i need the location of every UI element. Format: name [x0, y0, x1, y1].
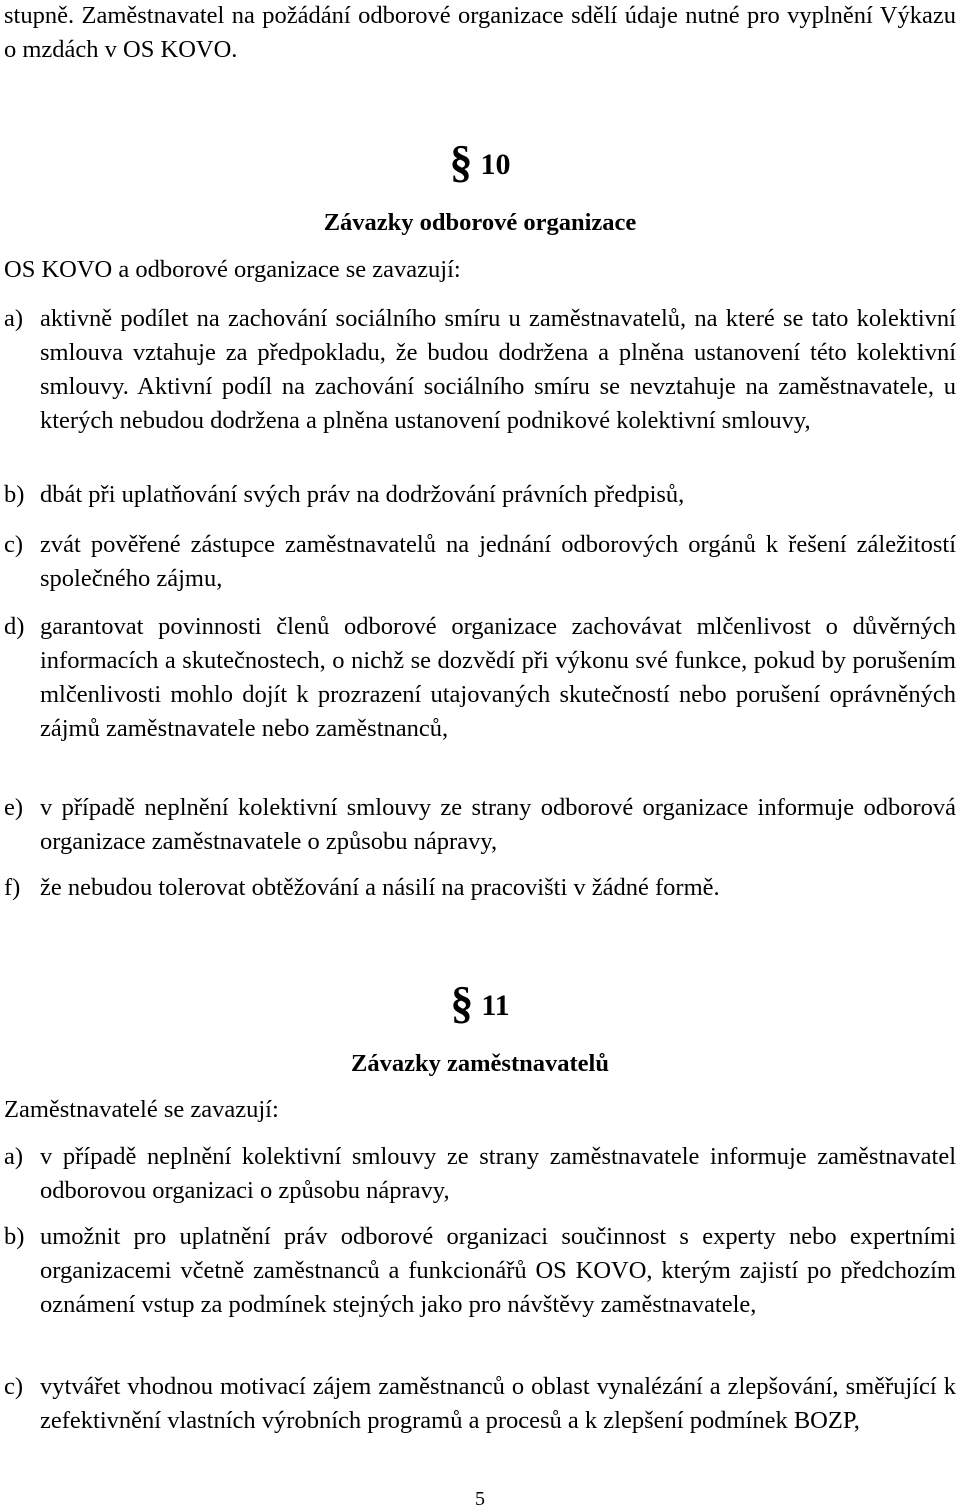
section-10-item-d: [4, 610, 956, 746]
item-marker: e): [4, 794, 24, 821]
item-text: že nebudou tolerovat obtěžování a násilí na pracovišti v žádné formě.: [40, 874, 720, 901]
intro-paragraph: stupně. Zaměstnavatel na požádání odborové organizace sdělí údaje nutné pro vyplnění Výkazu o mzdách v OS KOVO.: [4, 2, 956, 63]
section-11-item-b: [4, 1220, 956, 1322]
item-marker: c): [4, 1373, 24, 1400]
page-number: 5: [475, 1488, 485, 1510]
item-text: dbát při uplatňování svých práv na dodržování právních předpisů,: [40, 481, 685, 508]
item-marker: a): [4, 1143, 24, 1170]
item-marker: b): [4, 481, 25, 508]
item-text: zvát pověřené zástupce zaměstnavatelů na jednání odborových orgánů k řešení záležitostí společného zájmu,: [40, 531, 956, 592]
section-sign-icon: §: [450, 977, 474, 1028]
section-11-heading: [0, 977, 960, 1028]
section-11-number: 11: [481, 989, 510, 1022]
item-text: v případě neplnění kolektivní smlouvy ze strany zaměstnavatele informuje zaměstnavatel odborovou organizaci o způsobu nápravy,: [40, 1143, 956, 1204]
section-10-heading: [0, 136, 960, 187]
section-11-title: Závazky zaměstnavatelů: [351, 1050, 609, 1077]
item-text: v případě neplnění kolektivní smlouvy ze strany odborové organizace informuje odborová organizace zaměstnavatele o způsobu nápravy,: [40, 794, 956, 855]
item-marker: d): [4, 613, 25, 640]
section-10-item-b: [4, 478, 956, 512]
section-11-item-c: [4, 1370, 956, 1438]
item-marker: a): [4, 305, 24, 332]
section-sign-icon: §: [449, 136, 473, 187]
item-marker: f): [4, 874, 21, 901]
item-text: vytvářet vhodnou motivací zájem zaměstnanců o oblast vynalézání a zlepšování, směřující k zefektivnění vlastních výrobních programů a procesů a k zlepšení podmínek BOZP,: [40, 1373, 956, 1434]
section-10-lead: OS KOVO a odborové organizace se zavazují:: [4, 256, 461, 283]
section-11-lead: Zaměstnavatelé se zavazují:: [4, 1096, 279, 1123]
section-10-item-e: [4, 791, 956, 859]
item-marker: b): [4, 1223, 25, 1250]
section-10-item-c: [4, 528, 956, 596]
section-10-number: 10: [480, 148, 511, 181]
item-text: garantovat povinnosti členů odborové organizace zachovávat mlčenlivost o důvěrných informacích a skutečnostech, o nichž se dozvědí při výkonu své funkce, pokud by porušením mlčenlivosti mohlo dojít k prozrazení utajovaných skutečností nebo porušení oprávněných zájmů zaměstnavatele nebo zaměstnanců,: [40, 613, 956, 742]
section-10-title: Závazky odborové organizace: [323, 209, 637, 236]
item-text: umožnit pro uplatnění práv odborové organizaci součinnost s experty nebo expertními organizacemi včetně zaměstnanců a funkcionářů OS KOVO, kterým zajistí po předchozím oznámení vstup za podmínek stejných jako pro návštěvy zaměstnavatele,: [40, 1223, 956, 1318]
section-10-item-f: [4, 871, 956, 905]
section-10-item-a: [4, 302, 956, 438]
item-marker: c): [4, 531, 24, 558]
item-text: aktivně podílet na zachování sociálního smíru u zaměstnavatelů, na které se tato kolektivní smlouva vztahuje za předpokladu, že budou dodržena a plněna ustanovení této kolektivní smlouvy. Aktivní podíl na zachování sociálního smíru se nevztahuje na zaměstnavatele, u kterých nebudou dodržena a plněna ustanovení podnikové kolektivní smlouvy,: [40, 305, 956, 434]
section-11-item-a: [4, 1140, 956, 1208]
